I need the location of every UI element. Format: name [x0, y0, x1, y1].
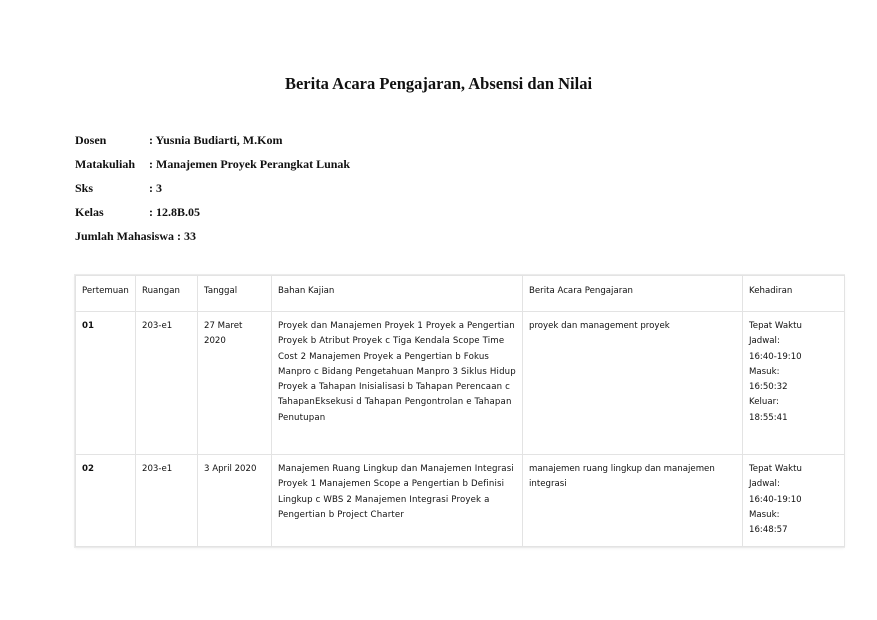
kehadiran-status: Tepat Waktu: [749, 321, 802, 331]
kehadiran-jadwal-label: Jadwal:: [749, 336, 780, 347]
kehadiran-cell: [743, 312, 845, 455]
header-tanggal: Tanggal: [198, 276, 272, 312]
kelas-value: : 12.8B.05: [149, 205, 200, 219]
dosen-row: [75, 131, 350, 155]
bahan-kajian-cell: Proyek dan Manajemen Proyek 1 Proyek a Pengertian Proyek b Atribut Proyek c Tiga Kendala Scope Time Cost 2 Manajemen Proyek a Pengertian b Fokus Manpro c Bidang Pengetahuan Manpro 3 Siklus Hidup Proyek a Tahapan Inisialisasi b Tahapan Perencaan c TahapanEksekusi d Tahapan Pengontrolan e Tahapan Penutupan: [272, 312, 523, 455]
matakuliah-label: Matakuliah: [75, 157, 136, 171]
header-berita-acara: Berita Acara Pengajaran: [523, 276, 743, 312]
table-row: [76, 312, 845, 455]
sks-label: Sks: [75, 181, 94, 195]
sks-row: [75, 179, 350, 203]
kehadiran-masuk-label: Masuk:: [749, 366, 780, 377]
dosen-value: : Yusnia Budiarti, M.Kom: [149, 133, 283, 147]
bahan-kajian-cell: Manajemen Ruang Lingkup dan Manajemen Integrasi Proyek 1 Manajemen Scope a Pengertian b Definisi Lingkup c WBS 2 Manajemen Integrasi Proyek a Pengertian b Project Charter: [272, 455, 523, 547]
document-title: Berita Acara Pengajaran, Absensi dan Nilai: [284, 74, 593, 93]
kelas-label: Kelas: [75, 205, 104, 219]
kehadiran-masuk-label: Masuk:: [749, 509, 780, 520]
tanggal-cell: 27 Maret 2020: [198, 312, 272, 455]
sks-value: : 3: [149, 181, 162, 195]
kelas-row: [75, 203, 350, 227]
header-ruangan: Ruangan: [136, 276, 198, 312]
header-pertemuan: Pertemuan: [76, 276, 136, 312]
kehadiran-status: Tepat Waktu: [749, 464, 802, 474]
berita-acara-cell: proyek dan management proyek: [523, 312, 743, 455]
berita-acara-cell: manajemen ruang lingkup dan manajemen integrasi: [523, 455, 743, 547]
pertemuan-cell: 02: [76, 455, 136, 547]
table-header-row: [76, 276, 845, 312]
kehadiran-masuk-value: 16:50:32: [749, 382, 788, 393]
header-bahan-kajian: Bahan Kajian: [272, 276, 523, 312]
pertemuan-cell: 01: [76, 312, 136, 455]
attendance-table-container: [75, 275, 844, 547]
kehadiran-jadwal-value: 16:40-19:10: [749, 351, 802, 362]
kehadiran-keluar-label: Keluar:: [749, 397, 779, 408]
matakuliah-value: : Manajemen Proyek Perangkat Lunak: [149, 157, 351, 171]
ruangan-cell: 203-e1: [136, 455, 198, 547]
kehadiran-cell: [743, 455, 845, 547]
table-row: [76, 455, 845, 547]
kehadiran-masuk-value: 16:48:57: [749, 525, 788, 536]
dosen-label: Dosen: [75, 133, 107, 147]
matakuliah-row: [75, 155, 350, 179]
tanggal-cell: 3 April 2020: [198, 455, 272, 547]
course-info: [75, 131, 350, 251]
kehadiran-keluar-value: 18:55:41: [749, 412, 788, 423]
header-kehadiran: Kehadiran: [743, 276, 845, 312]
ruangan-cell: 203-e1: [136, 312, 198, 455]
kehadiran-jadwal-value: 16:40-19:10: [749, 494, 802, 505]
attendance-table: [75, 275, 845, 547]
kehadiran-jadwal-label: Jadwal:: [749, 479, 780, 490]
jumlah-mahasiswa: Jumlah Mahasiswa : 33: [75, 229, 197, 243]
